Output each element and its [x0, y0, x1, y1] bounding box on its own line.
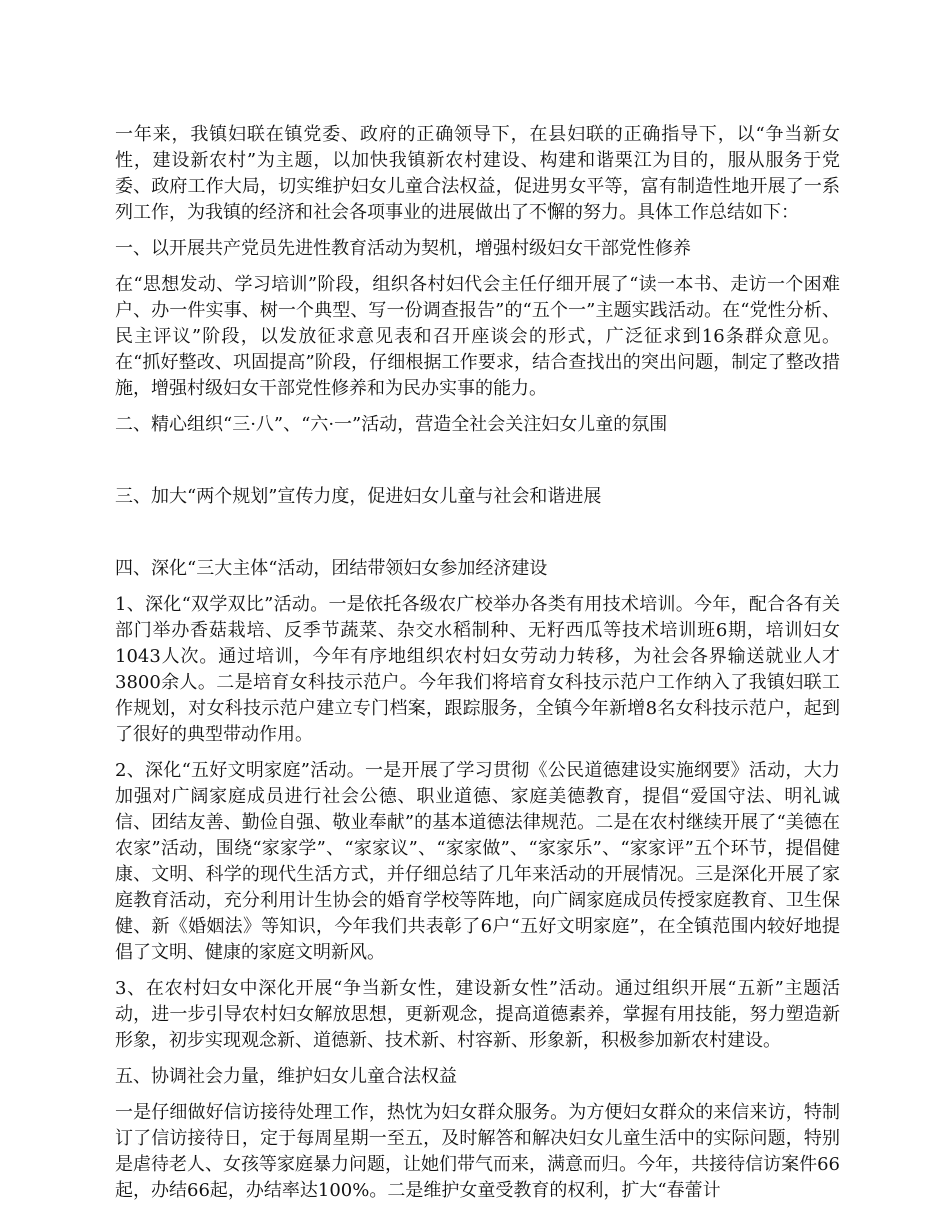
section-4-item-2: 2、深化“五好文明家庭”活动。一是开展了学习贯彻《公民道德建设实施纲要》活动，大力加强对广阔家庭成员进行社会公德、职业道德、家庭美德教育，提倡“爱国守法、明礼诚信、团结友善、勤俭自强、敬业奉献”的基本道德法律规范。二是在农村继续开展了“美德在农家”活动，围绕“家家学”、“家家议”、“家家做”、“家家乐”、“家家评”五个环节，提倡健康、文明、科学的现代生活方式，并仔细总结了几年来活动的开展情况。三是深化开展了家庭教育活动，充分利用计生协会的婚育学校等阵地，向广阔家庭成员传授家庭教育、卫生保健、新《婚姻法》等知识，今年我们共表彰了6户“五好文明家庭”，在全镇范围内较好地提倡了文明、健康的家庭文明新风。: [115, 760, 840, 963]
section-5-heading: 五、协调社会力量，维护妇女儿童合法权益: [115, 1066, 457, 1087]
section-4-item-3: 3、在农村妇女中深化开展“争当新女性，建设新女性”活动。通过组织开展“五新”主题活动，进一步引导农村妇女解放思想，更新观念，提高道德素养，掌握有用技能，努力塑造新形象，初步实现观念新、道德新、技术新、村容新、形象新，积极参加新农村建设。: [115, 978, 840, 1051]
intro-paragraph: 一年来，我镇妇联在镇党委、政府的正确领导下，在县妇联的正确指导下，以“争当新女性，建设新农村”为主题，以加快我镇新农村建设、构建和谐栗江为目的，服从服务于党委、政府工作大局，切实维护妇女儿童合法权益，促进男女平等，富有制造性地开展了一系列工作，为我镇的经济和社会各项事业的进展做出了不懈的努力。具体工作总结如下：: [115, 124, 840, 223]
section-1-heading: 一、以开展共产党员先进性教育活动为契机，增强村级妇女干部党性修养: [115, 238, 691, 259]
section-1-paragraph: 在“思想发动、学习培训”阶段，组织各村妇代会主任仔细开展了“读一本书、走访一个困难户、办一件实事、树一个典型、写一份调查报告”的“五个一”主题实践活动。在“党性分析、民主评议”阶段，以发放征求意见表和召开座谈会的形式，广泛征求到16条群众意见。在“抓好整改、巩固提高”阶段，仔细根据工作要求，结合查找出的突出问题，制定了整改措施，增强村级妇女干部党性修养和为民办实事的能力。: [115, 274, 840, 399]
section-3-heading: 三、加大“两个规划”宣传力度，促进妇女儿童与社会和谐进展: [115, 486, 602, 507]
section-4-heading: 四、深化“三大主体“活动，团结带领妇女参加经济建设: [115, 558, 548, 579]
section-5-paragraph: 一是仔细做好信访接待处理工作，热忱为妇女群众服务。为方便妇女群众的来信来访，特制订了信访接待日，定于每周星期一至五，及时解答和解决妇女儿童生活中的实际问题，特别是虐待老人、女孩等家庭暴力问题，让她们带气而来，满意而归。今年，共接待信访案件66起，办结66起，办结率达100%。二是维护女童受教育的权利，扩大“春蕾计: [115, 1102, 840, 1201]
section-4-item-1: 1、深化“双学双比”活动。一是依托各级农广校举办各类有用技术培训。今年，配合各有关部门举办香菇栽培、反季节蔬菜、杂交水稻制种、无籽西瓜等技术培训班6期，培训妇女1043人次。通过培训，今年有序地组织农村妇女劳动力转移，为社会各界输送就业人才3800余人。二是培育女科技示范户。今年我们将培育女科技示范户工作纳入了我镇妇联工作规划，对女科技示范户建立专门档案，跟踪服务，全镇今年新增8名女科技示范户，起到了很好的典型带动作用。: [115, 594, 840, 745]
section-2-heading: 二、精心组织“三·八”、“六·一”活动，营造全社会关注妇女儿童的氛围: [115, 414, 668, 435]
document-page: [115, 122, 840, 1214]
